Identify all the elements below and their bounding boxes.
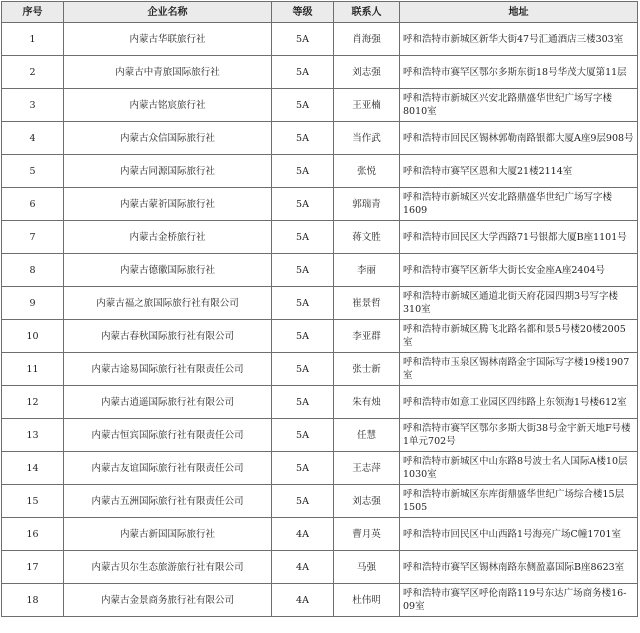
cell-index: 8: [2, 254, 64, 287]
cell-grade: 5A: [272, 287, 334, 320]
cell-contact: 王亚楠: [334, 89, 400, 122]
cell-address: 呼和浩特市新城区兴安北路鼎盛华世纪广场写字楼8010室: [400, 89, 638, 122]
cell-grade: 5A: [272, 188, 334, 221]
cell-grade: 5A: [272, 56, 334, 89]
cell-index: 4: [2, 122, 64, 155]
table-row: [2, 287, 638, 320]
cell-contact: 任慧: [334, 419, 400, 452]
cell-address: 呼和浩特市赛罕区锡林南路东侧盈嘉国际B座8623室: [400, 551, 638, 584]
table-row: [2, 89, 638, 122]
cell-grade: 5A: [272, 353, 334, 386]
table-row: [2, 518, 638, 551]
cell-contact: 张士新: [334, 353, 400, 386]
cell-contact: 崔景哲: [334, 287, 400, 320]
cell-index: 16: [2, 518, 64, 551]
cell-index: 17: [2, 551, 64, 584]
header-company: 企业名称: [64, 2, 272, 23]
cell-address: 呼和浩特市赛罕区呼伦南路119号东达广场商务楼16-09室: [400, 584, 638, 617]
cell-contact: 王志萍: [334, 452, 400, 485]
cell-index: 14: [2, 452, 64, 485]
cell-contact: 刘志强: [334, 485, 400, 518]
cell-grade: 4A: [272, 518, 334, 551]
cell-grade: 5A: [272, 155, 334, 188]
cell-index: 2: [2, 56, 64, 89]
header-address: 地址: [400, 2, 638, 23]
cell-index: 12: [2, 386, 64, 419]
cell-address: 呼和浩特市新城区新华大街47号汇通酒店三楼303室: [400, 23, 638, 56]
cell-address: 呼和浩特市赛罕区新华大街长安金座A座2404号: [400, 254, 638, 287]
cell-index: 7: [2, 221, 64, 254]
table-row: [2, 584, 638, 617]
cell-company: 内蒙古华联旅行社: [64, 23, 272, 56]
cell-address: 呼和浩特市赛罕区恩和大厦21楼2114室: [400, 155, 638, 188]
cell-company: 内蒙古友谊国际旅行社有限责任公司: [64, 452, 272, 485]
table-row: [2, 221, 638, 254]
cell-contact: 曹月英: [334, 518, 400, 551]
cell-index: 13: [2, 419, 64, 452]
cell-contact: 张悦: [334, 155, 400, 188]
cell-company: 内蒙古福之旅国际旅行社有限公司: [64, 287, 272, 320]
cell-company: 内蒙古中青旅国际旅行社: [64, 56, 272, 89]
cell-contact: 马强: [334, 551, 400, 584]
table-row: [2, 188, 638, 221]
table-body: [2, 23, 638, 617]
table-row: [2, 155, 638, 188]
cell-grade: 5A: [272, 320, 334, 353]
cell-contact: 朱有烛: [334, 386, 400, 419]
cell-company: 内蒙古同源国际旅行社: [64, 155, 272, 188]
travel-agency-table: [1, 1, 638, 617]
cell-company: 内蒙古春秋国际旅行社有限公司: [64, 320, 272, 353]
cell-contact: 李亚群: [334, 320, 400, 353]
cell-address: 呼和浩特市赛罕区鄂尔多斯东街18号华茂大厦第11层: [400, 56, 638, 89]
cell-index: 6: [2, 188, 64, 221]
table-row: [2, 551, 638, 584]
cell-contact: 郭瑞青: [334, 188, 400, 221]
cell-company: 内蒙古逍遥国际旅行社有限公司: [64, 386, 272, 419]
cell-address: 呼和浩特市新城区东库街鼎盛华世纪广场综合楼15层1505: [400, 485, 638, 518]
cell-contact: 刘志强: [334, 56, 400, 89]
cell-address: 呼和浩特市回民区锡林郭勒南路银都大厦A座9层908号: [400, 122, 638, 155]
cell-grade: 5A: [272, 89, 334, 122]
cell-index: 5: [2, 155, 64, 188]
table-row: [2, 386, 638, 419]
cell-address: 呼和浩特市玉泉区锡林南路金宇国际写字楼19楼1907室: [400, 353, 638, 386]
cell-address: 呼和浩特市回民区中山西路1号海亮广场C幢1701室: [400, 518, 638, 551]
table-row: [2, 23, 638, 56]
table-row: [2, 320, 638, 353]
cell-company: 内蒙古众信国际旅行社: [64, 122, 272, 155]
cell-company: 内蒙古德徽国际旅行社: [64, 254, 272, 287]
cell-grade: 5A: [272, 419, 334, 452]
table-row: [2, 485, 638, 518]
table-row: [2, 56, 638, 89]
cell-address: 呼和浩特市新城区腾飞北路名都和景5号楼20楼2005室: [400, 320, 638, 353]
cell-company: 内蒙古途易国际旅行社有限责任公司: [64, 353, 272, 386]
cell-address: 呼和浩特市新城区中山东路8号波士名人国际A楼10层1030室: [400, 452, 638, 485]
cell-grade: 4A: [272, 584, 334, 617]
cell-grade: 5A: [272, 122, 334, 155]
cell-index: 9: [2, 287, 64, 320]
cell-company: 内蒙古金景商务旅行社有限公司: [64, 584, 272, 617]
header-contact: 联系人: [334, 2, 400, 23]
cell-company: 内蒙古恒宾国际旅行社有限责任公司: [64, 419, 272, 452]
header-index: 序号: [2, 2, 64, 23]
cell-address: 呼和浩特市新城区通道北街天府花园四期3号写字楼310室: [400, 287, 638, 320]
cell-contact: 李丽: [334, 254, 400, 287]
cell-company: 内蒙古金桥旅行社: [64, 221, 272, 254]
cell-index: 11: [2, 353, 64, 386]
cell-grade: 5A: [272, 221, 334, 254]
cell-address: 呼和浩特市回民区大学西路71号银都大厦B座1101号: [400, 221, 638, 254]
cell-contact: 蒋文胜: [334, 221, 400, 254]
cell-address: 呼和浩特市赛罕区鄂尔多斯大街38号金宇新天地F号楼1单元702号: [400, 419, 638, 452]
cell-company: 内蒙古蒙祈国际旅行社: [64, 188, 272, 221]
cell-grade: 5A: [272, 452, 334, 485]
cell-address: 呼和浩特市如意工业园区四纬路上东领海1号楼612室: [400, 386, 638, 419]
header-grade: 等级: [272, 2, 334, 23]
cell-company: 内蒙古铭宸旅行社: [64, 89, 272, 122]
cell-grade: 5A: [272, 23, 334, 56]
cell-company: 内蒙古五洲国际旅行社有限责任公司: [64, 485, 272, 518]
cell-grade: 5A: [272, 485, 334, 518]
header-row: [2, 2, 638, 23]
cell-grade: 5A: [272, 386, 334, 419]
table-row: [2, 122, 638, 155]
cell-index: 10: [2, 320, 64, 353]
cell-index: 18: [2, 584, 64, 617]
cell-index: 3: [2, 89, 64, 122]
cell-index: 15: [2, 485, 64, 518]
table-row: [2, 452, 638, 485]
cell-grade: 5A: [272, 254, 334, 287]
cell-grade: 4A: [272, 551, 334, 584]
table-row: [2, 419, 638, 452]
cell-contact: 肖海强: [334, 23, 400, 56]
cell-contact: 当作武: [334, 122, 400, 155]
cell-company: 内蒙古新国国际旅行社: [64, 518, 272, 551]
cell-index: 1: [2, 23, 64, 56]
table-row: [2, 254, 638, 287]
cell-contact: 杜伟明: [334, 584, 400, 617]
table-row: [2, 353, 638, 386]
cell-company: 内蒙古贝尔生态旅游旅行社有限公司: [64, 551, 272, 584]
cell-address: 呼和浩特市新城区兴安北路鼎盛华世纪广场写字楼1609: [400, 188, 638, 221]
